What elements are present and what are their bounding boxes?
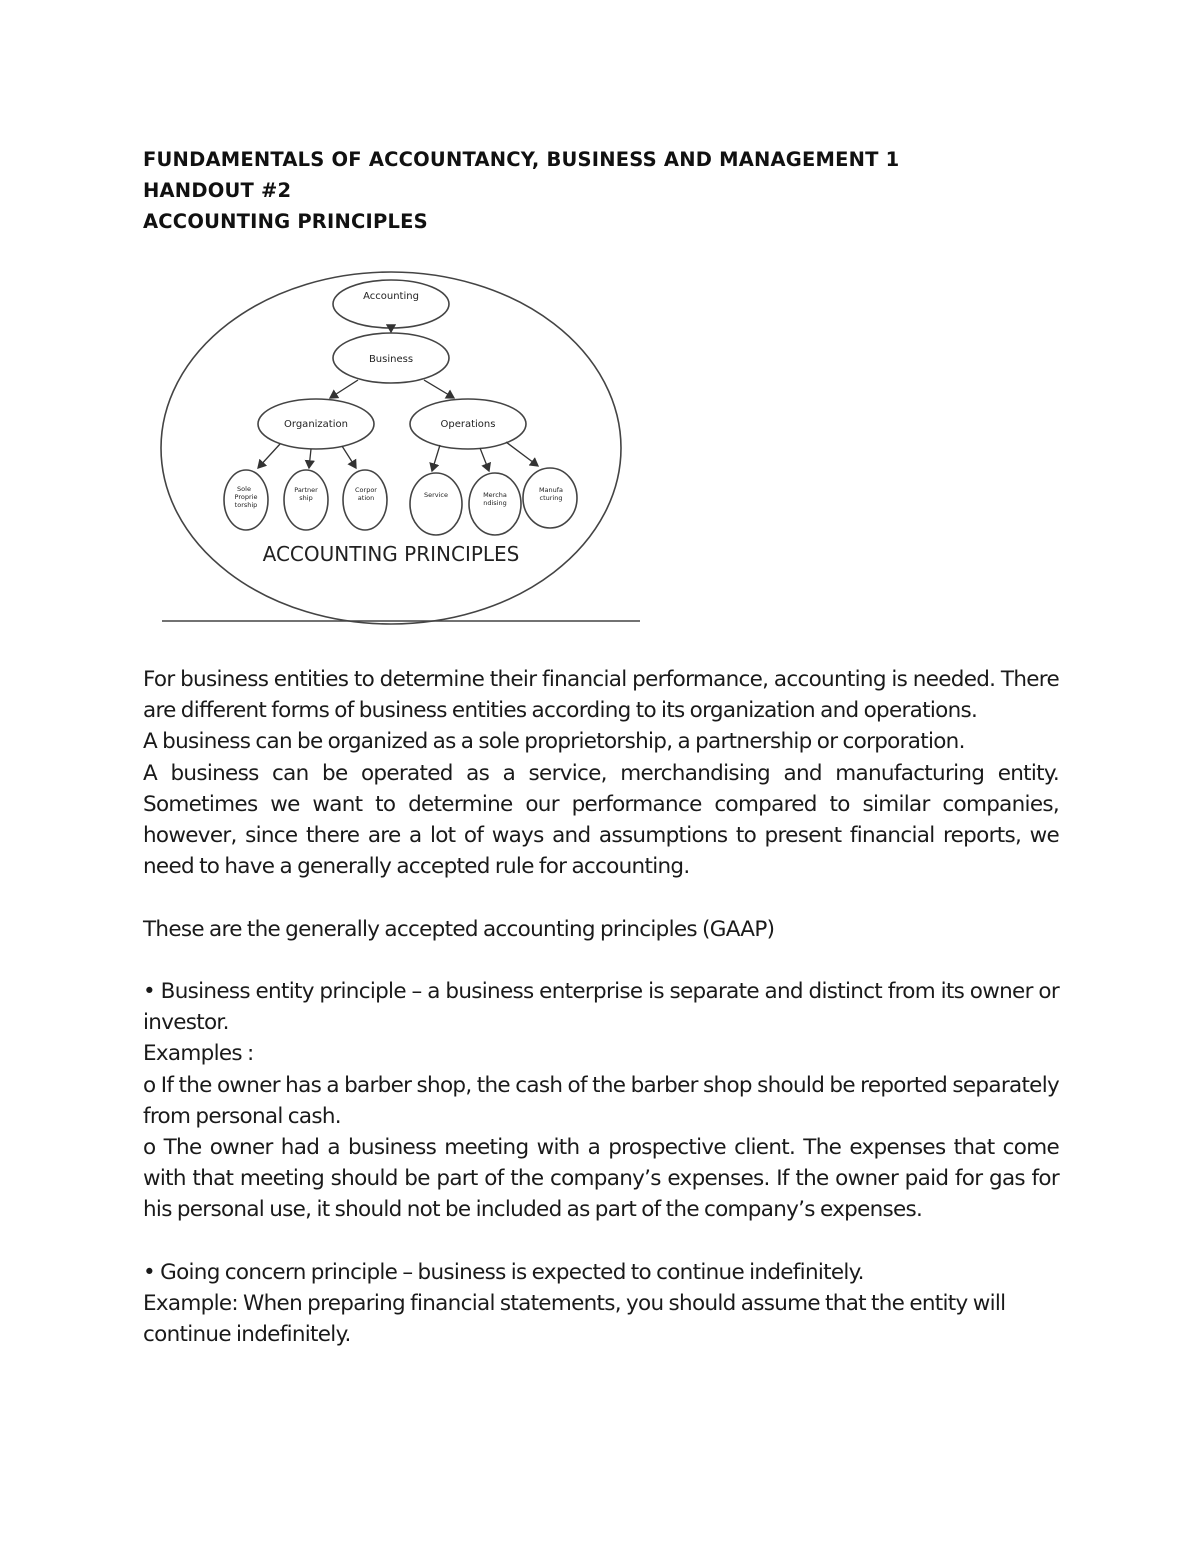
- document-header: [143, 144, 899, 237]
- label-partnership-2: ship: [299, 494, 313, 502]
- examples-label: Examples :: [143, 1041, 254, 1067]
- body-text: [143, 664, 1059, 1350]
- handout-topic: ACCOUNTING PRINCIPLES: [143, 210, 428, 233]
- label-sole-2: Proprie: [234, 493, 258, 501]
- arrow-ops-merchandising: [480, 448, 489, 471]
- intro-paragraph-3: A business can be operated as a service, merchandising and manufacturing entity. Sometimes we want to determine our performance compared to similar companies, however, since there are a lot of ways and assumptions to present financial reports, we need to have a generally accepted rule for accounting.: [143, 760, 1059, 880]
- course-title: FUNDAMENTALS OF ACCOUNTANCY, BUSINESS AND MANAGEMENT 1: [143, 148, 900, 171]
- intro-paragraph-1: For business entities to determine their financial performance, accounting is needed. There are different forms of business entities according to its organization and operations.: [143, 667, 1059, 724]
- label-organization: Organization: [284, 419, 348, 430]
- label-operations: Operations: [440, 419, 496, 430]
- label-service: Service: [423, 491, 449, 499]
- label-partnership-1: Partner: [294, 486, 318, 494]
- label-corporation-2: ation: [357, 494, 375, 502]
- example-going-concern: Example: When preparing financial statements, you should assume that the entity will continue indefinitely.: [143, 1291, 1006, 1348]
- outer-ellipse: [161, 272, 621, 624]
- intro-paragraph-2: A business can be organized as a sole proprietorship, a partnership or corporation.: [143, 729, 965, 755]
- business-entity-principle: • Business entity principle – a business enterprise is separate and distinct from its owner or investor.: [143, 979, 1059, 1036]
- arrow-business-operations: [424, 380, 454, 398]
- label-merchandising-1: Mercha: [483, 491, 507, 499]
- arrow-org-sole: [258, 444, 280, 468]
- gaap-intro: These are the generally accepted accounting principles (GAAP): [143, 916, 775, 942]
- label-sole-1: Sole: [237, 485, 251, 493]
- example-business-meeting: o The owner had a business meeting with a prospective client. The expenses that come with that meeting should be part of the company’s expenses. If the owner paid for gas for his personal use, it should not be included as part of the company’s expenses.: [143, 1135, 1059, 1223]
- label-manufacturing-1: Manufa: [538, 486, 564, 494]
- node-service: [410, 473, 462, 535]
- label-manufacturing-2: cturing: [539, 494, 563, 502]
- arrow-org-partnership: [309, 449, 311, 468]
- arrow-ops-manufacturing: [506, 442, 538, 466]
- arrow-org-corporation: [342, 446, 356, 468]
- arrow-business-organization: [330, 380, 358, 398]
- handout-number: HANDOUT #2: [143, 179, 292, 202]
- accounting-principles-diagram: [150, 262, 650, 637]
- label-accounting: Accounting: [363, 291, 419, 302]
- label-sole-3: torship: [234, 501, 258, 509]
- label-business: Business: [368, 354, 414, 365]
- arrow-ops-service: [432, 445, 440, 471]
- label-merchandising-2: ndising: [483, 499, 507, 507]
- label-corporation-1: Corpor: [355, 486, 377, 494]
- going-concern-principle: • Going concern principle – business is expected to continue indefinitely.: [143, 1259, 864, 1285]
- diagram-caption: ACCOUNTING PRINCIPLES: [262, 542, 520, 566]
- example-barber-shop: o If the owner has a barber shop, the cash of the barber shop should be reported separately from personal cash.: [143, 1072, 1059, 1129]
- node-accounting: [333, 280, 449, 328]
